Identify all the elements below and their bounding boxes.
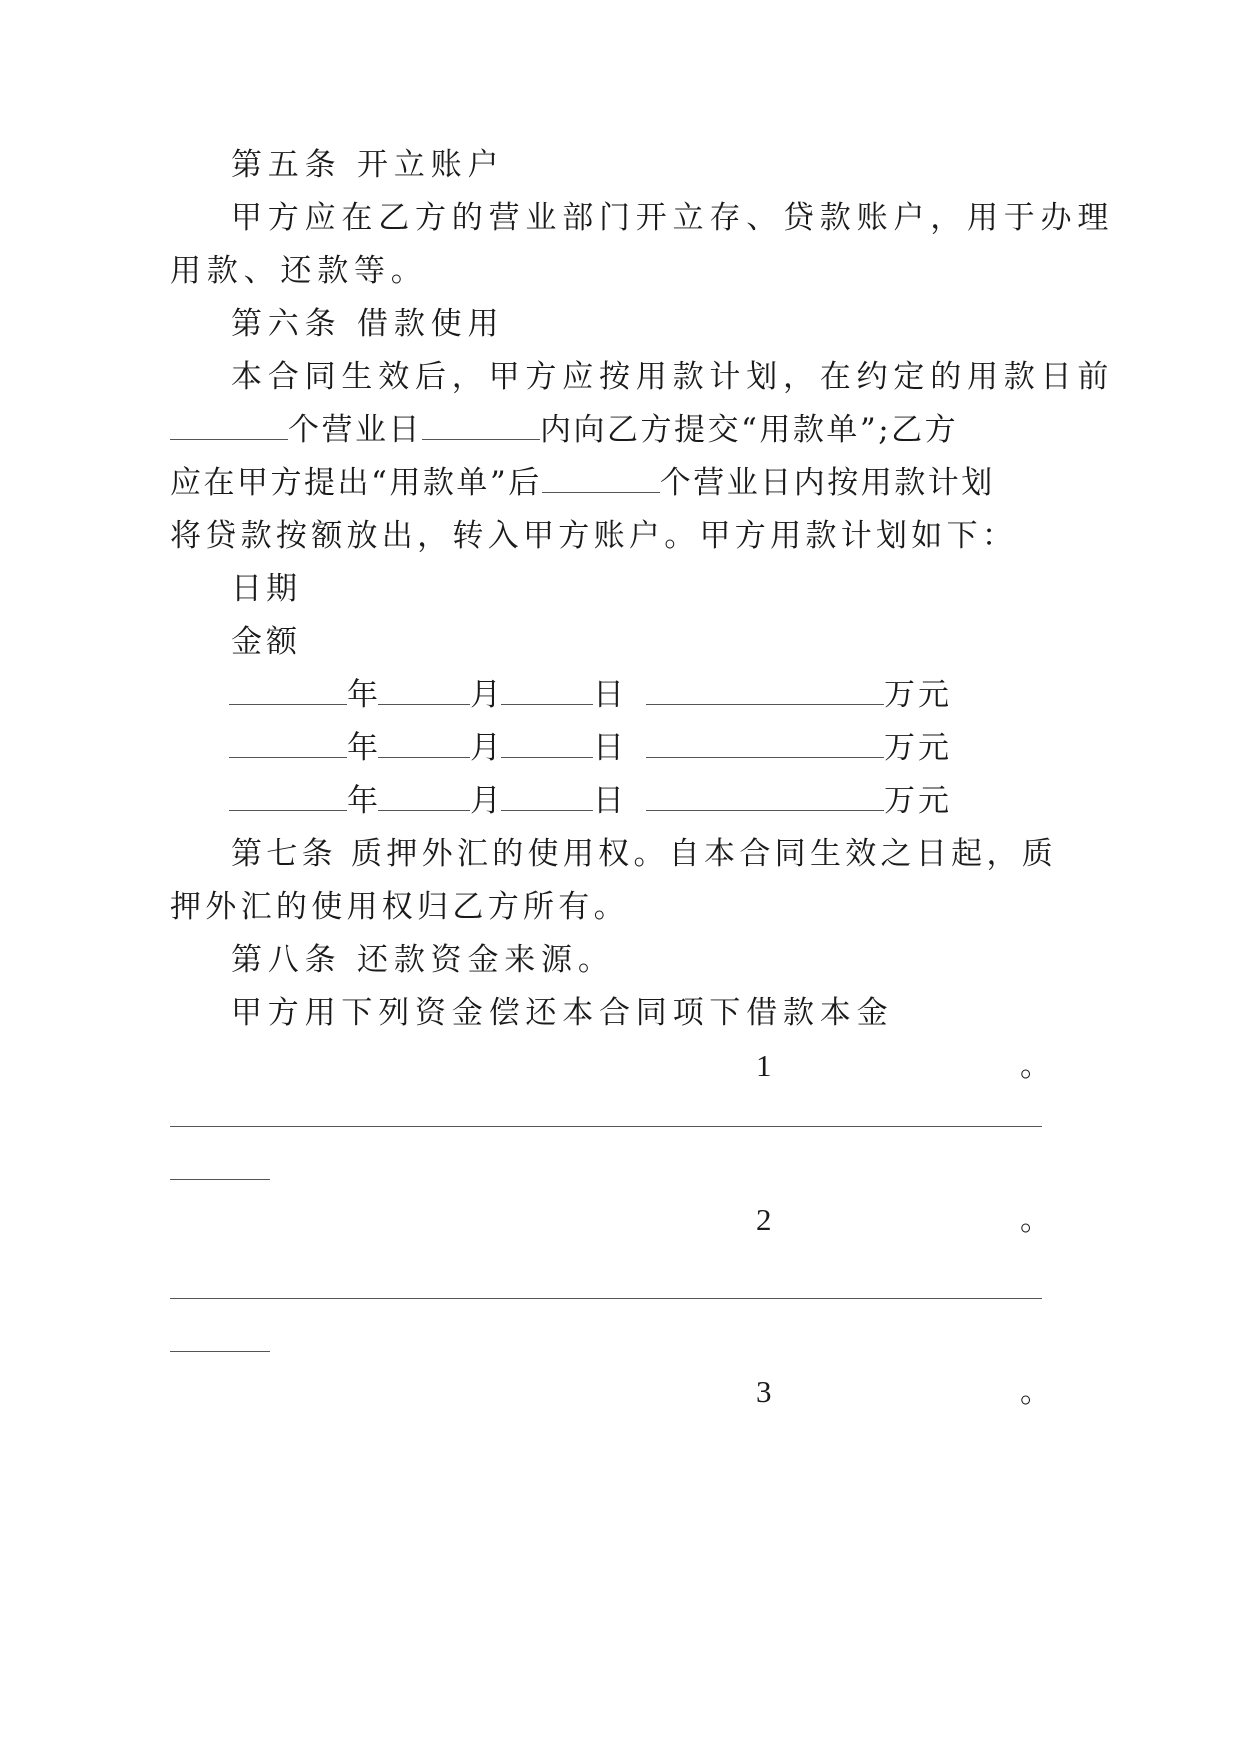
article-8-body: 甲方用下列资金偿还本合同项下借款本金	[231, 995, 894, 1031]
amount-unit: 万元	[884, 677, 952, 713]
article-6-text-segment: 内向乙方提交“用款单”;乙方	[540, 412, 959, 448]
item-period: 。	[1020, 1374, 1051, 1409]
article-7-line-1: 第七条 质押外汇的使用权。自本合同生效之日起，质	[231, 836, 1058, 872]
item-1-blank-line[interactable]	[170, 1126, 1042, 1127]
article-8-title: 第八条 还款资金来源。	[231, 942, 615, 978]
article-5-body-line-2: 用款、还款等。	[170, 253, 428, 289]
article-6-text-segment: 个营业日内按用款计划	[659, 465, 995, 501]
month-label: 月	[470, 677, 501, 713]
article-6-body-line-1: 本合同生效后，甲方应按用款计划，在约定的用款日前	[231, 359, 1115, 395]
blank-field[interactable]	[170, 411, 288, 440]
article-6-text-segment: 个营业日	[288, 412, 422, 448]
month-blank[interactable]	[378, 676, 470, 705]
year-label: 年	[347, 677, 378, 713]
schedule-row	[229, 675, 952, 715]
amount-blank[interactable]	[646, 729, 884, 758]
blank-field[interactable]	[542, 464, 660, 493]
day-blank[interactable]	[501, 676, 593, 705]
year-blank[interactable]	[229, 729, 347, 758]
item-1-blank-line-tail[interactable]	[170, 1179, 270, 1180]
year-label: 年	[347, 730, 378, 766]
amount-blank[interactable]	[646, 676, 884, 705]
schedule-row	[229, 728, 952, 768]
schedule-row	[229, 781, 952, 821]
blank-field[interactable]	[422, 411, 540, 440]
month-blank[interactable]	[378, 782, 470, 811]
item-2-blank-line[interactable]	[170, 1298, 1042, 1299]
item-number-3: 3	[756, 1374, 772, 1409]
item-period: 。	[1020, 1048, 1051, 1083]
column-header-amount: 金额	[231, 624, 301, 660]
amount-blank[interactable]	[646, 782, 884, 811]
article-7-line-2: 押外汇的使用权归乙方所有。	[170, 889, 629, 925]
day-label: 日	[593, 677, 624, 713]
article-6-body-line-3	[170, 463, 995, 503]
day-label: 日	[593, 730, 624, 766]
year-blank[interactable]	[229, 676, 347, 705]
article-6-text-segment: 应在甲方提出“用款单”后	[170, 465, 542, 501]
amount-unit: 万元	[884, 783, 952, 819]
article-5-title: 第五条 开立账户	[231, 147, 505, 183]
item-2-blank-line-tail[interactable]	[170, 1351, 270, 1352]
day-blank[interactable]	[501, 729, 593, 758]
day-blank[interactable]	[501, 782, 593, 811]
article-5-body-line-1: 甲方应在乙方的营业部门开立存、贷款账户，用于办理	[231, 200, 1115, 236]
month-blank[interactable]	[378, 729, 470, 758]
item-period: 。	[1020, 1202, 1051, 1237]
item-number-2: 2	[756, 1202, 772, 1237]
article-6-body-line-2	[170, 410, 958, 450]
day-label: 日	[593, 783, 624, 819]
year-label: 年	[347, 783, 378, 819]
month-label: 月	[470, 730, 501, 766]
month-label: 月	[470, 783, 501, 819]
article-6-body-line-4: 将贷款按额放出，转入甲方账户。甲方用款计划如下：	[170, 518, 1018, 554]
year-blank[interactable]	[229, 782, 347, 811]
column-header-date: 日期	[231, 571, 301, 607]
item-number-1: 1	[756, 1048, 772, 1083]
article-6-title: 第六条 借款使用	[231, 306, 505, 342]
amount-unit: 万元	[884, 730, 952, 766]
